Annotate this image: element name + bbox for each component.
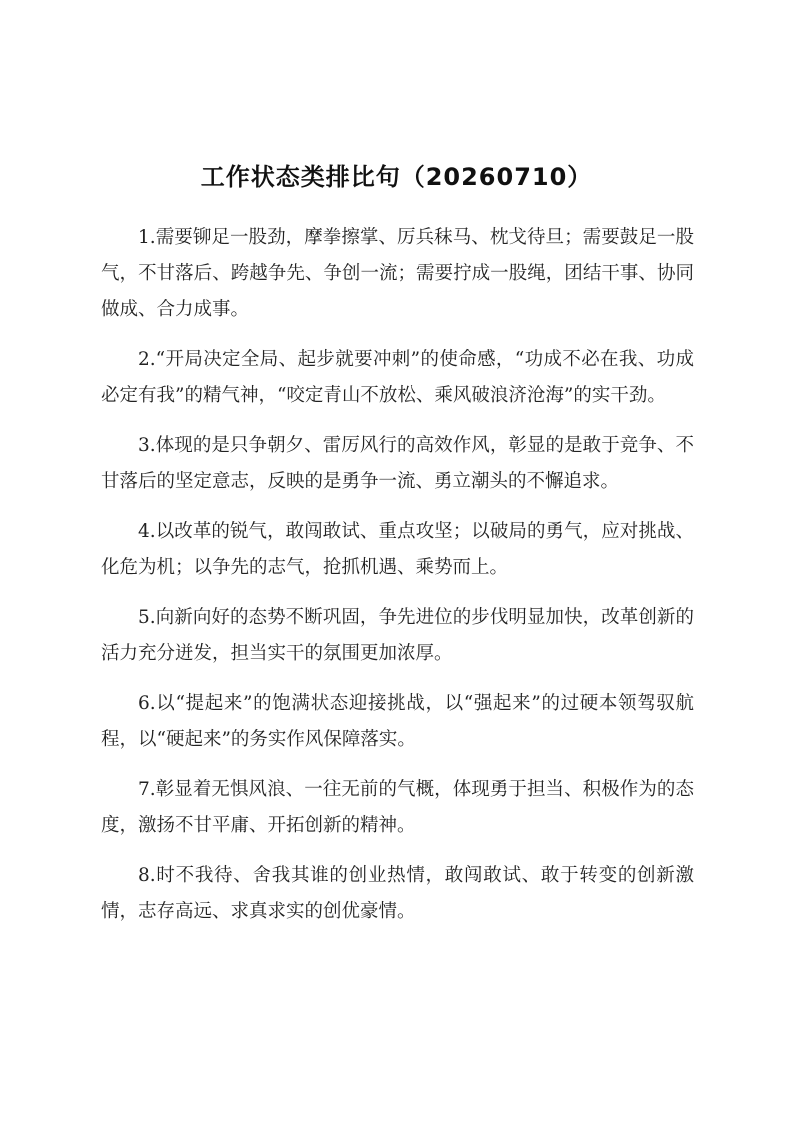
paragraph-2: 2.“开局决定全局、起步就要冲刺”的使命感，“功成不必在我、功成必定有我”的精气神，“咬定青山不放松、乘风破浪济沧海”的实干劲。	[101, 349, 694, 406]
paragraph-7: 7.彰显着无惧风浪、一往无前的气概，体现勇于担当、积极作为的态度，激扬不甘平庸、开拓创新的精神。	[101, 779, 694, 836]
paragraph-8: 8.时不我待、舍我其谁的创业热情，敢闯敢试、敢于转变的创新激情，志存高远、求真求实的创优豪情。	[101, 865, 694, 922]
paragraph-6: 6.以“提起来”的饱满状态迎接挑战，以“强起来”的过硬本领驾驭航程，以“硬起来”的务实作风保障落实。	[101, 693, 694, 750]
document-title: 工作状态类排比句（20260710）	[200, 163, 593, 192]
document-body	[101, 220, 694, 944]
paragraph-1: 1.需要铆足一股劲，摩拳擦掌、厉兵秣马、枕戈待旦；需要鼓足一股气，不甘落后、跨越争先、争创一流；需要拧成一股绳，团结干事、协同做成、合力成事。	[101, 227, 694, 320]
paragraph-3: 3.体现的是只争朝夕、雷厉风行的高效作风，彰显的是敢于竞争、不甘落后的坚定意志，反映的是勇争一流、勇立潮头的不懈追求。	[101, 435, 694, 492]
paragraph-4: 4.以改革的锐气，敢闯敢试、重点攻坚；以破局的勇气，应对挑战、化危为机；以争先的志气，抢抓机遇、乘势而上。	[101, 521, 694, 578]
paragraph-5: 5.向新向好的态势不断巩固，争先进位的步伐明显加快，改革创新的活力充分迸发，担当实干的氛围更加浓厚。	[101, 607, 694, 664]
